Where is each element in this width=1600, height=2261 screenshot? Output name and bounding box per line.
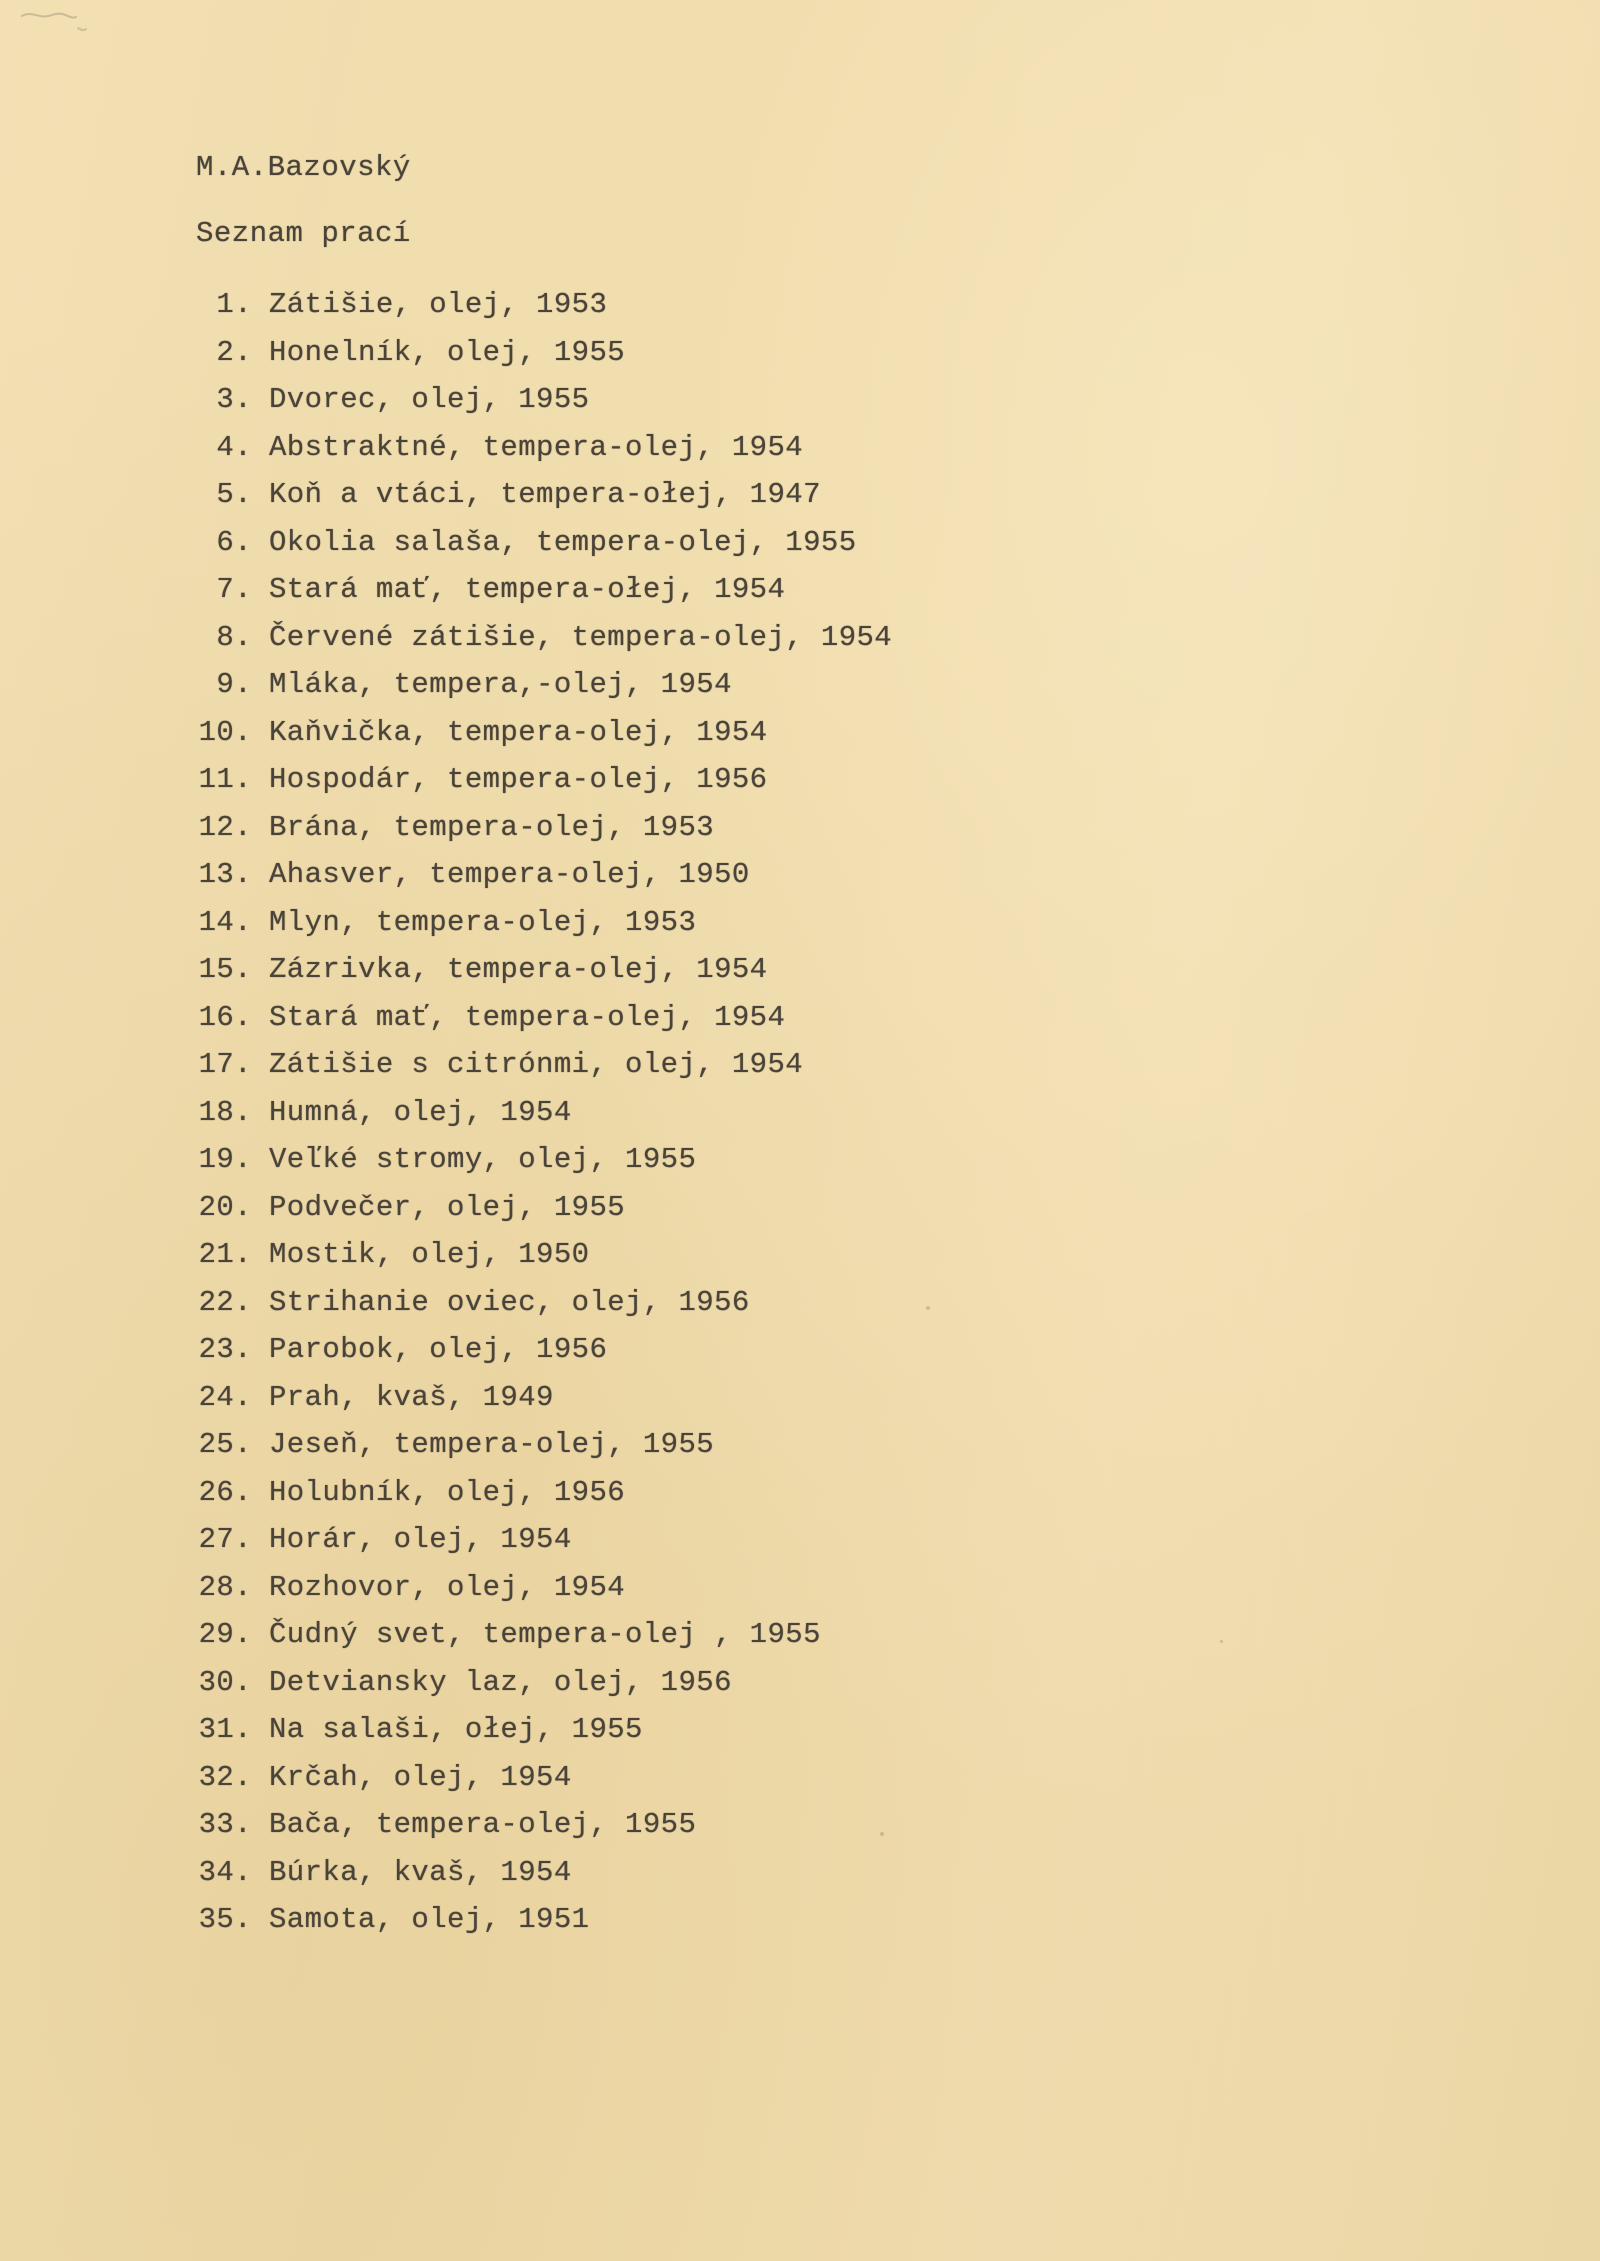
work-number: 3. <box>216 383 252 416</box>
document-author: M.A.Bazovský <box>196 151 411 184</box>
work-entry: Dvorec, olej, 1955 <box>269 383 590 416</box>
work-item <box>180 478 1480 526</box>
work-entry: Bača, tempera-olej, 1955 <box>269 1808 697 1841</box>
work-item <box>180 1286 1480 1334</box>
work-entry: Mláka, tempera,-olej, 1954 <box>269 668 732 701</box>
work-number: 27. <box>198 1523 252 1556</box>
work-entry: Koň a vtáci, tempera-ołej, 1947 <box>269 478 821 511</box>
work-entry: Honelník, olej, 1955 <box>269 335 626 369</box>
paper-speck <box>880 1832 884 1836</box>
work-item <box>180 1666 1480 1714</box>
work-item <box>180 1903 1480 1951</box>
work-number: 2. <box>216 335 252 369</box>
work-number: 20. <box>198 1190 252 1224</box>
work-number: 6. <box>216 525 252 559</box>
work-entry: Strihanie oviec, olej, 1956 <box>269 1285 750 1319</box>
work-item <box>180 1096 1480 1144</box>
work-number: 7. <box>216 573 252 606</box>
work-item <box>180 1381 1480 1429</box>
work-number: 26. <box>198 1475 252 1509</box>
work-item <box>180 716 1480 764</box>
work-number: 1. <box>216 288 252 321</box>
work-item <box>180 763 1480 811</box>
work-item <box>180 1191 1480 1239</box>
work-number: 22. <box>198 1285 252 1319</box>
work-entry: Stará mať, tempera-olej, 1954 <box>269 1000 786 1034</box>
document-title: Seznam prací <box>196 217 411 250</box>
work-item <box>180 906 1480 954</box>
work-entry: Mostik, olej, 1950 <box>269 1238 590 1271</box>
work-number: 21. <box>198 1238 252 1271</box>
work-entry: Zázrivka, tempera-olej, 1954 <box>269 953 768 986</box>
work-item <box>180 811 1480 859</box>
work-entry: Abstraktné, tempera-olej, 1954 <box>269 430 804 464</box>
work-number: 29. <box>198 1618 252 1651</box>
work-item <box>180 573 1480 621</box>
work-entry: Humná, olej, 1954 <box>269 1095 572 1129</box>
work-number: 16. <box>198 1000 252 1034</box>
work-number: 19. <box>198 1143 252 1176</box>
work-number: 33. <box>198 1808 252 1841</box>
work-entry: Holubník, olej, 1956 <box>269 1475 626 1509</box>
work-entry: Hospodár, tempera-olej, 1956 <box>269 763 768 796</box>
work-entry: Ahasver, tempera-olej, 1950 <box>269 858 750 891</box>
work-entry: Parobok, olej, 1956 <box>269 1333 608 1366</box>
work-entry: Samota, olej, 1951 <box>269 1903 590 1936</box>
paper-speck <box>926 1306 930 1310</box>
work-number: 25. <box>198 1428 252 1461</box>
work-number: 10. <box>198 715 252 749</box>
work-number: 13. <box>198 858 252 891</box>
work-item <box>180 858 1480 906</box>
work-item <box>180 1428 1480 1476</box>
work-item <box>180 288 1480 336</box>
work-number: 30. <box>198 1665 252 1699</box>
work-entry: Rozhovor, olej, 1954 <box>269 1570 626 1604</box>
work-item <box>180 1001 1480 1049</box>
work-number: 4. <box>216 430 252 464</box>
work-entry: Stará mať, tempera-ołej, 1954 <box>269 573 786 606</box>
work-item <box>180 1333 1480 1381</box>
work-entry: Čudný svet, tempera-olej , 1955 <box>269 1618 821 1651</box>
work-number: 18. <box>198 1095 252 1129</box>
work-item <box>180 1238 1480 1286</box>
work-entry: Prah, kvaš, 1949 <box>269 1380 554 1414</box>
work-number: 32. <box>198 1760 252 1794</box>
paper-speck <box>1220 1640 1223 1643</box>
work-entry: Horár, olej, 1954 <box>269 1523 572 1556</box>
work-item <box>180 1761 1480 1809</box>
work-number: 24. <box>198 1380 252 1414</box>
work-entry: Búrka, kvaš, 1954 <box>269 1855 572 1889</box>
work-entry: Jeseň, tempera-olej, 1955 <box>269 1428 715 1461</box>
work-entry: Podvečer, olej, 1955 <box>269 1190 626 1224</box>
work-entry: Okolia salaša, tempera-olej, 1955 <box>269 525 857 559</box>
work-item <box>180 526 1480 574</box>
work-item <box>180 621 1480 669</box>
work-entry: Zátišie, olej, 1953 <box>269 288 608 321</box>
work-item <box>180 1808 1480 1856</box>
work-number: 12. <box>198 810 252 844</box>
work-item <box>180 1523 1480 1571</box>
work-item <box>180 1571 1480 1619</box>
work-number: 14. <box>198 905 252 939</box>
work-item <box>180 953 1480 1001</box>
work-entry: Detviansky laz, olej, 1956 <box>269 1665 732 1699</box>
work-entry: Krčah, olej, 1954 <box>269 1760 572 1794</box>
work-item <box>180 1713 1480 1761</box>
works-list <box>180 288 1480 1951</box>
work-number: 28. <box>198 1570 252 1604</box>
work-item <box>180 1476 1480 1524</box>
work-number: 11. <box>198 763 252 796</box>
work-item <box>180 336 1480 384</box>
work-entry: Zátišie s citrónmi, olej, 1954 <box>269 1048 804 1081</box>
work-number: 15. <box>198 953 252 986</box>
work-item <box>180 1856 1480 1904</box>
work-entry: Červené zátišie, tempera-olej, 1954 <box>269 620 893 654</box>
work-entry: Brána, tempera-olej, 1953 <box>269 810 715 844</box>
work-number: 31. <box>198 1713 252 1746</box>
work-number: 5. <box>216 478 252 511</box>
work-number: 34. <box>198 1855 252 1889</box>
work-entry: Na salaši, ołej, 1955 <box>269 1713 643 1746</box>
work-item <box>180 431 1480 479</box>
work-item <box>180 1048 1480 1096</box>
work-number: 8. <box>216 620 252 654</box>
work-entry: Veľké stromy, olej, 1955 <box>269 1143 697 1176</box>
work-item <box>180 1618 1480 1666</box>
work-item <box>180 668 1480 716</box>
work-item <box>180 1143 1480 1191</box>
work-number: 35. <box>198 1903 252 1936</box>
work-number: 9. <box>216 668 252 701</box>
work-entry: Kaňvička, tempera-olej, 1954 <box>269 715 768 749</box>
work-item <box>180 383 1480 431</box>
work-number: 23. <box>198 1333 252 1366</box>
work-entry: Mlyn, tempera-olej, 1953 <box>269 905 697 939</box>
work-number: 17. <box>198 1048 252 1081</box>
